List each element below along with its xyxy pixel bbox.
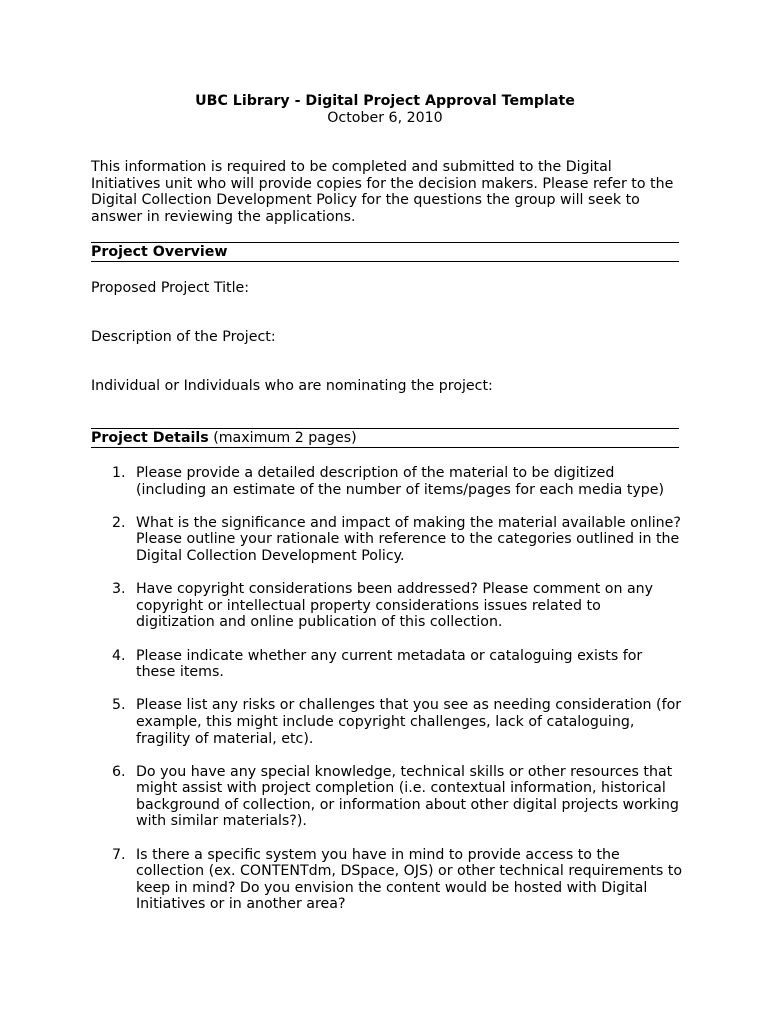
description-label: Description of the Project:: [91, 329, 276, 345]
question-text: Have copyright considerations been addressed? Please comment on any copyright or intellectual property considerations issues related to digitization and online publication of this collection.: [136, 581, 654, 631]
question-number: 3.: [112, 581, 126, 598]
project-details-heading: [91, 428, 679, 448]
question-text: What is the significance and impact of making the material available online? Please outline your rationale with reference to the categories outlined in the Digital Collection Development Policy.: [136, 514, 681, 564]
nominators-label: Individual or Individuals who are nominating the project:: [91, 378, 493, 394]
questions-list: [91, 465, 683, 930]
list-item: [91, 648, 683, 681]
document-date: October 6, 2010: [327, 109, 443, 126]
list-item: [91, 515, 683, 565]
question-number: 1.: [112, 465, 126, 481]
question-number: 4.: [112, 647, 126, 664]
list-item: [91, 764, 683, 830]
project-details-title: Project Details: [91, 430, 209, 446]
project-overview-heading: [91, 242, 679, 262]
list-item: [91, 697, 683, 747]
project-details-note: (maximum 2 pages): [208, 430, 357, 446]
list-item: [91, 581, 683, 631]
question-number: 2.: [112, 514, 126, 531]
question-text: Do you have any special knowledge, technical skills or other resources that might assist with project completion (i.e. contextual information, historical background of collection, or information about other digital projects working with similar materials?).: [136, 763, 679, 830]
list-item: [91, 847, 683, 913]
question-text: Please indicate whether any current metadata or cataloguing exists for these items.: [136, 647, 643, 681]
proposed-title-label: Proposed Project Title:: [91, 280, 250, 296]
question-text: Is there a specific system you have in mind to provide access to the collection (ex. CONTENTdm, DSpace, OJS) or other technical requirements to keep in mind? Do you envision the content would be hosted with Digital Initiatives or in another area?: [136, 846, 683, 913]
document-title: UBC Library - Digital Project Approval Template: [195, 93, 575, 109]
question-text: Please provide a detailed description of the material to be digitized (including an estimate of the number of items/pages for each media type): [136, 465, 665, 498]
question-text: Please list any risks or challenges that you see as needing consideration (for example, this might include copyright challenges, lack of cataloguing, fragility of material, etc).: [136, 697, 682, 747]
project-overview-title: Project Overview: [91, 244, 228, 260]
question-number: 5.: [112, 697, 126, 714]
list-item: [91, 465, 683, 498]
document-header: [0, 93, 770, 126]
intro-paragraph: This information is required to be completed and submitted to the Digital Initiatives unit who will provide copies for the decision makers. Please refer to the Digital Collection Development Policy for the questions the group will seek to answer in reviewing the applications.: [91, 159, 674, 225]
question-number: 6.: [112, 763, 126, 780]
question-number: 7.: [112, 846, 126, 863]
